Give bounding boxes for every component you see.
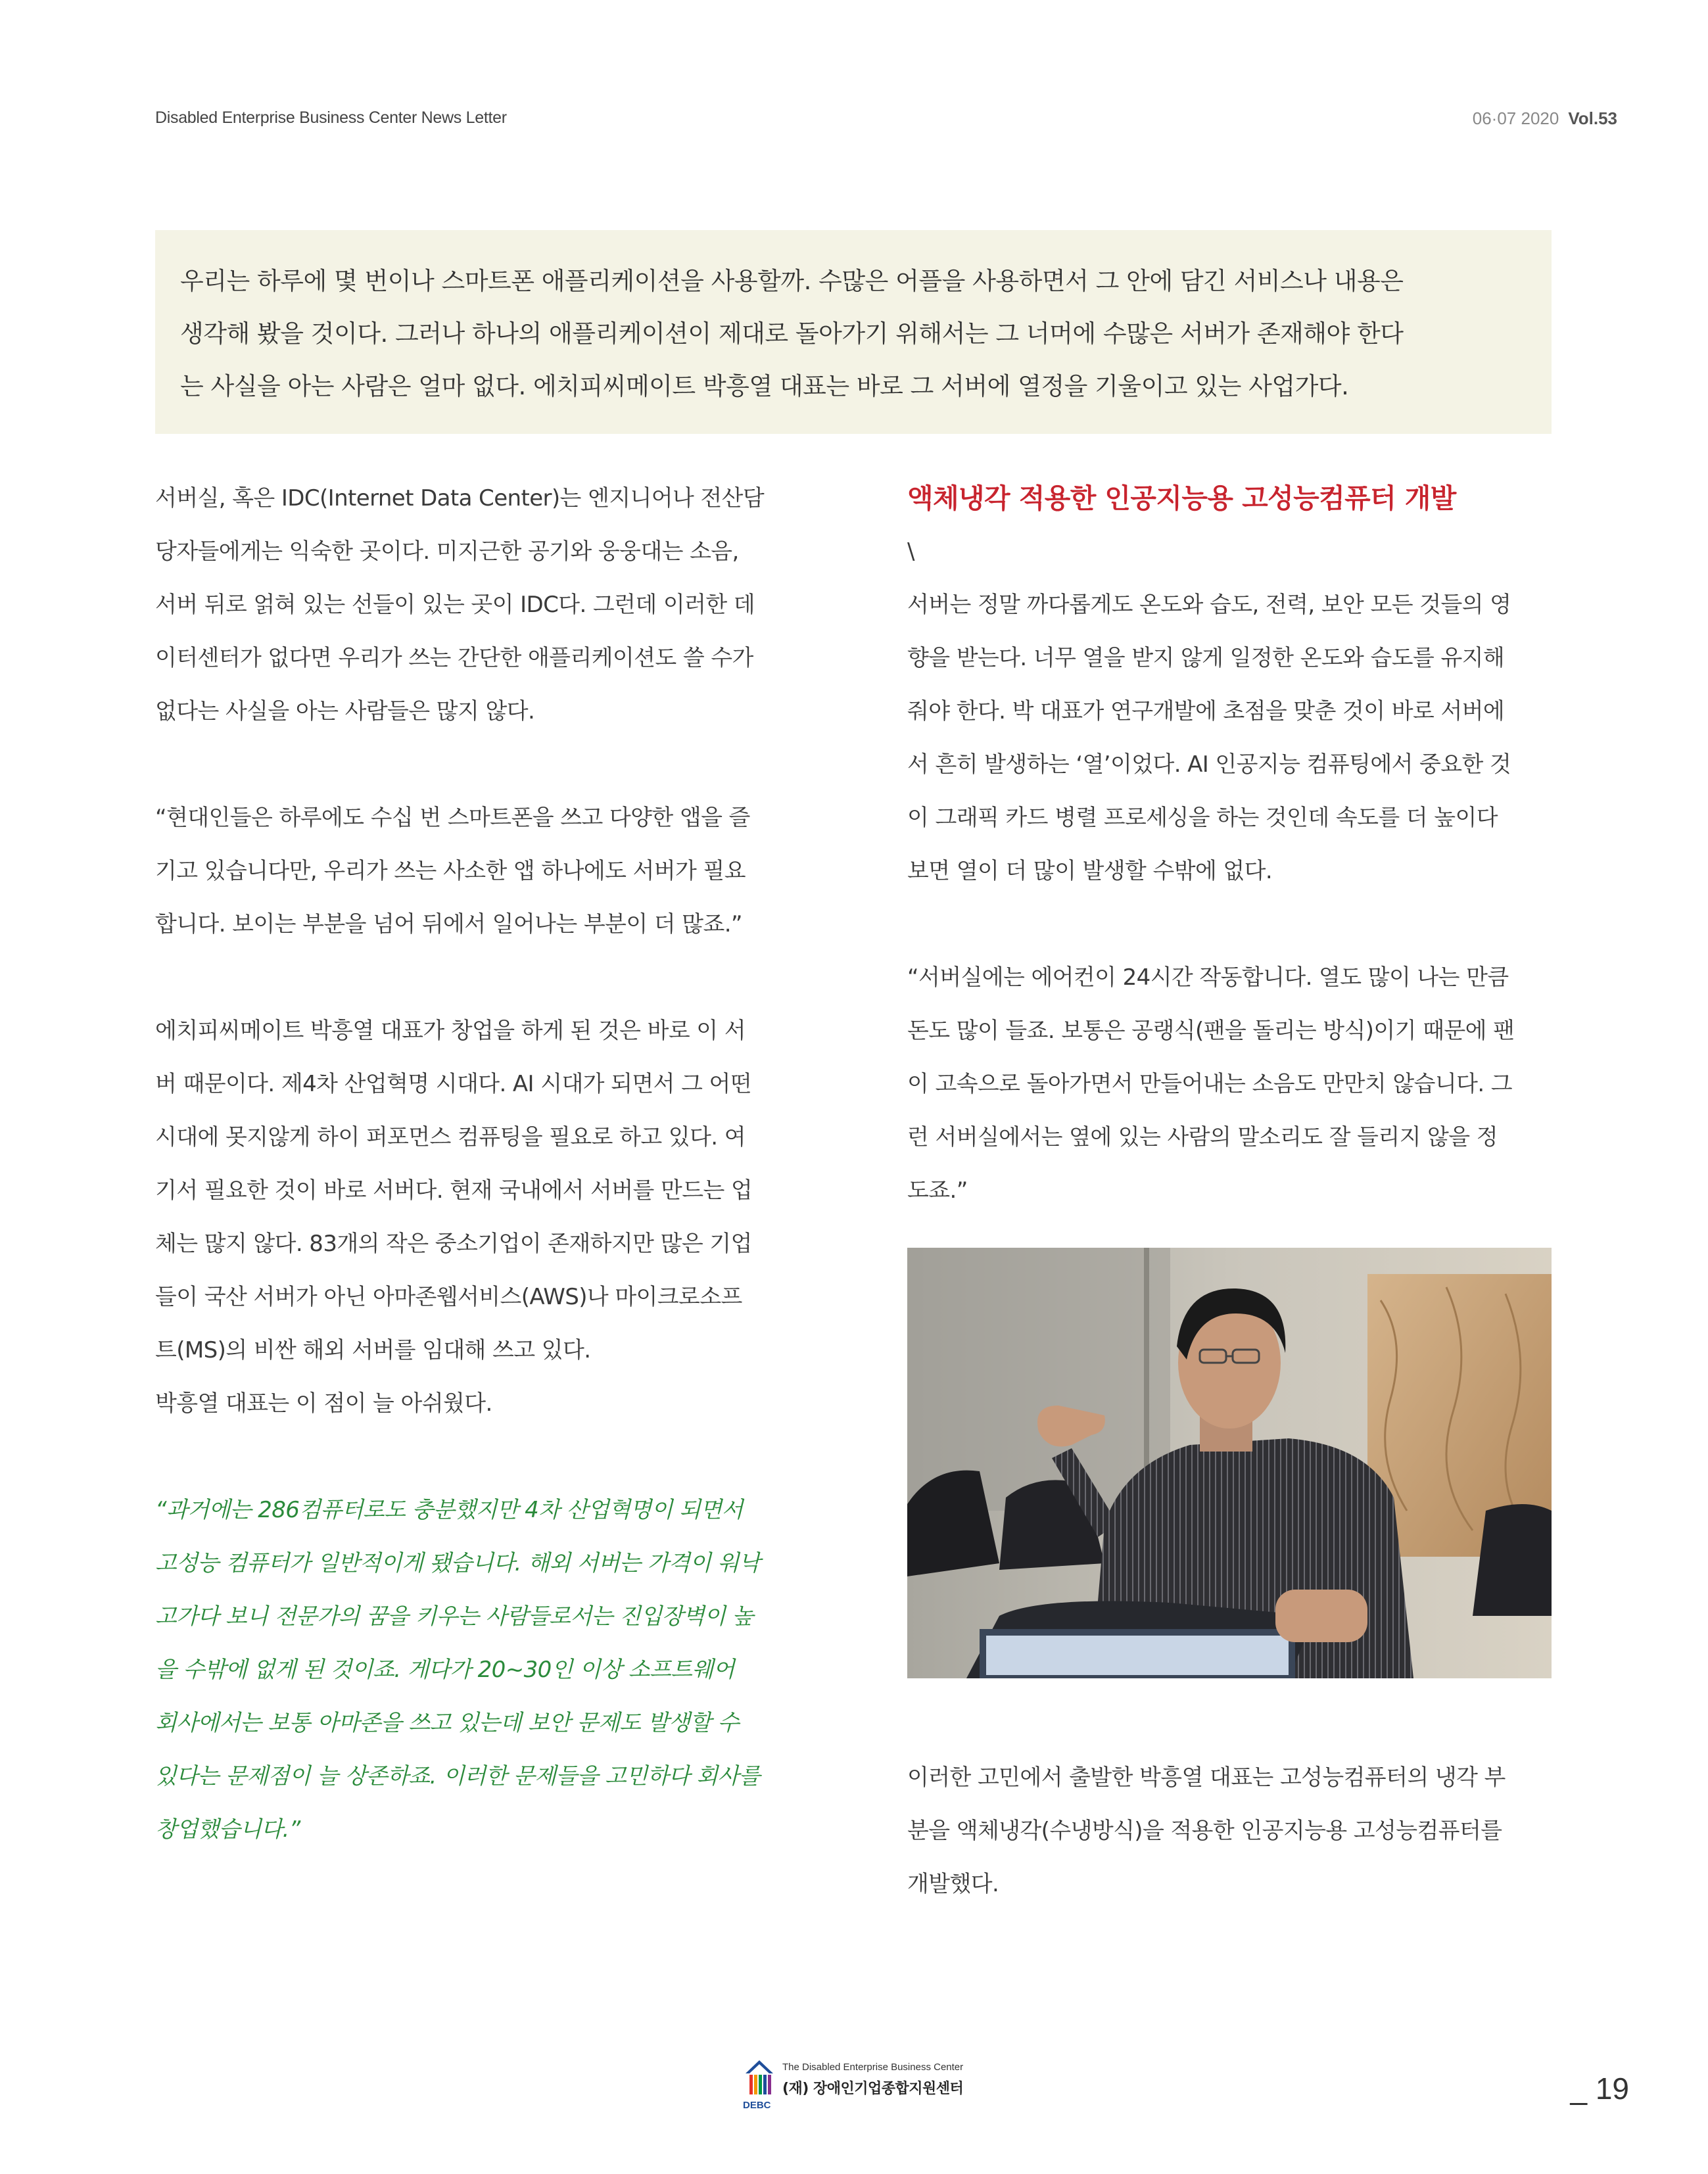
text-line: 향을 받는다. 너무 열을 받지 않게 일정한 온도와 습도를 유지해 [907, 645, 1505, 671]
quote-paragraph [155, 792, 799, 951]
section-title: 액체냉각 적용한 인공지능용 고성능컴퓨터 개발 [907, 483, 1456, 514]
text-line: 체는 많지 않다. 83개의 작은 중소기업이 존재하지만 많은 기업 [155, 1231, 752, 1257]
text-line: 고성능 컴퓨터가 일반적이게 됐습니다. 해외 서버는 가격이 워낙 [155, 1550, 761, 1576]
logo-abbreviation: DEBC [743, 2100, 771, 2111]
newsletter-title: Disabled Enterprise Business Center News Letter [155, 108, 507, 127]
text-line: 이터센터가 없다면 우리가 쓰는 간단한 애플리케이션도 쓸 수가 [155, 645, 753, 671]
text-line: 서버실, 혹은 IDC(Internet Data Center)는 엔지니어나 전산담 [155, 485, 765, 511]
text-line: 당자들에게는 익숙한 곳이다. 미지근한 공기와 웅웅대는 소음, [155, 538, 739, 565]
text-line: 런 서버실에서는 옆에 있는 사람의 말소리도 잘 들리지 않을 정 [907, 1124, 1498, 1150]
paragraph [155, 1004, 799, 1430]
text-line: 도죠.” [907, 1177, 968, 1204]
emphasis-quote [155, 1484, 799, 1856]
text-line: 서버 뒤로 얽혀 있는 선들이 있는 곳이 IDC다. 그런데 이러한 데 [155, 592, 755, 618]
intro-line: 생각해 봤을 것이다. 그러나 하나의 애플리케이션이 제대로 돌아가기 위해서는 그 너머에 수많은 서버가 존재해야 한다 [180, 319, 1404, 348]
text-line: 들이 국산 서버가 아닌 아마존웹서비스(AWS)나 마이크로소프 [155, 1284, 742, 1310]
stray-character: \ [907, 538, 915, 565]
text-line: 고가다 보니 전문가의 꿈을 키우는 사람들로서는 진입장벽이 높 [155, 1603, 753, 1630]
text-line: 이 그래픽 카드 병렬 프로세싱을 하는 것인데 속도를 더 높이다 [907, 805, 1498, 831]
text-line: 기고 있습니다만, 우리가 쓰는 사소한 앱 하나에도 서버가 필요 [155, 858, 746, 884]
text-line: 시대에 못지않게 하이 퍼포먼스 컴퓨팅을 필요로 하고 있다. 여 [155, 1124, 746, 1150]
paragraph [907, 579, 1552, 898]
text-line: 없다는 사실을 아는 사람들은 많지 않다. [155, 698, 535, 724]
text-line: 개발했다. [907, 1871, 999, 1897]
right-column [907, 472, 1552, 1217]
debc-logo-icon [743, 2058, 776, 2097]
paragraph [155, 472, 799, 738]
quote-paragraph [907, 951, 1552, 1217]
text-line: 보면 열이 더 많이 발생할 수밖에 없다. [907, 858, 1273, 884]
text-line: 서버는 정말 까다롭게도 온도와 습도, 전력, 보안 모든 것들의 영 [907, 592, 1511, 618]
text-line: 기서 필요한 것이 바로 서버다. 현재 국내에서 서버를 만드는 업 [155, 1177, 753, 1204]
text-line: “과거에는 286컴퓨터로도 충분했지만 4차 산업혁명이 되면서 [155, 1497, 743, 1523]
intro-line: 우리는 하루에 몇 번이나 스마트폰 애플리케이션을 사용할까. 수많은 어플을 사용하면서 그 안에 담긴 서비스나 내용은 [180, 267, 1404, 295]
text-line: 을 수밖에 없게 된 것이죠. 게다가 20~30인 이상 소프트웨어 [155, 1657, 735, 1683]
text-line: 돈도 많이 들죠. 보통은 공랭식(팬을 돌리는 방식)이기 때문에 팬 [907, 1018, 1515, 1044]
issue-date: 06·07 2020 [1472, 108, 1559, 128]
interview-photo [907, 1248, 1552, 1678]
text-line: 트(MS)의 비싼 해외 서버를 임대해 쓰고 있다. [155, 1337, 591, 1363]
text-line: 서 흔히 발생하는 ‘열’이었다. AI 인공지능 컴퓨팅에서 중요한 것 [907, 751, 1511, 778]
text-line: “서버실에는 에어컨이 24시간 작동합니다. 열도 많이 나는 만큼 [907, 964, 1509, 991]
text-line: 분을 액체냉각(수냉방식)을 적용한 인공지능용 고성능컴퓨터를 [907, 1818, 1502, 1844]
page-number: _ 19 [1570, 2071, 1629, 2106]
logo-english-name: The Disabled Enterprise Business Center [782, 2062, 964, 2073]
text-line: 창업했습니다.” [155, 1816, 300, 1843]
text-line: 줘야 한다. 박 대표가 연구개발에 초점을 맞춘 것이 바로 서버에 [907, 698, 1505, 724]
text-line: 회사에서는 보통 아마존을 쓰고 있는데 보안 문제도 발생할 수 [155, 1710, 739, 1736]
text-line: 버 때문이다. 제4차 산업혁명 시대다. AI 시대가 되면서 그 어떤 [155, 1071, 752, 1097]
debc-logo [743, 2058, 966, 2117]
text-line: 이러한 고민에서 출발한 박흥열 대표는 고성능컴퓨터의 냉각 부 [907, 1764, 1506, 1791]
intro-summary [155, 230, 1552, 434]
text-line: 박흥열 대표는 이 점이 늘 아쉬웠다. [155, 1390, 492, 1417]
text-line: “현대인들은 하루에도 수십 번 스마트폰을 쓰고 다양한 앱을 즐 [155, 805, 750, 831]
text-line: 있다는 문제점이 늘 상존하죠. 이러한 문제들을 고민하다 회사를 [155, 1763, 761, 1789]
paragraph [907, 1751, 1552, 1911]
right-column-continued [907, 1751, 1552, 1911]
text-line: 에치피씨메이트 박흥열 대표가 창업을 하게 된 것은 바로 이 서 [155, 1018, 746, 1044]
text-line: 이 고속으로 돌아가면서 만들어내는 소음도 만만치 않습니다. 그 [907, 1071, 1513, 1097]
issue-info [1473, 108, 1617, 129]
left-column [155, 472, 799, 1856]
intro-line: 는 사실을 아는 사람은 얼마 없다. 에치피씨메이트 박흥열 대표는 바로 그 서버에 열정을 기울이고 있는 사업가다. [180, 372, 1349, 400]
issue-volume: Vol.53 [1568, 108, 1617, 128]
text-line: 합니다. 보이는 부분을 넘어 뒤에서 일어나는 부분이 더 많죠.” [155, 911, 742, 937]
logo-korean-name: (재) 장애인기업종합지원센터 [782, 2081, 964, 2097]
